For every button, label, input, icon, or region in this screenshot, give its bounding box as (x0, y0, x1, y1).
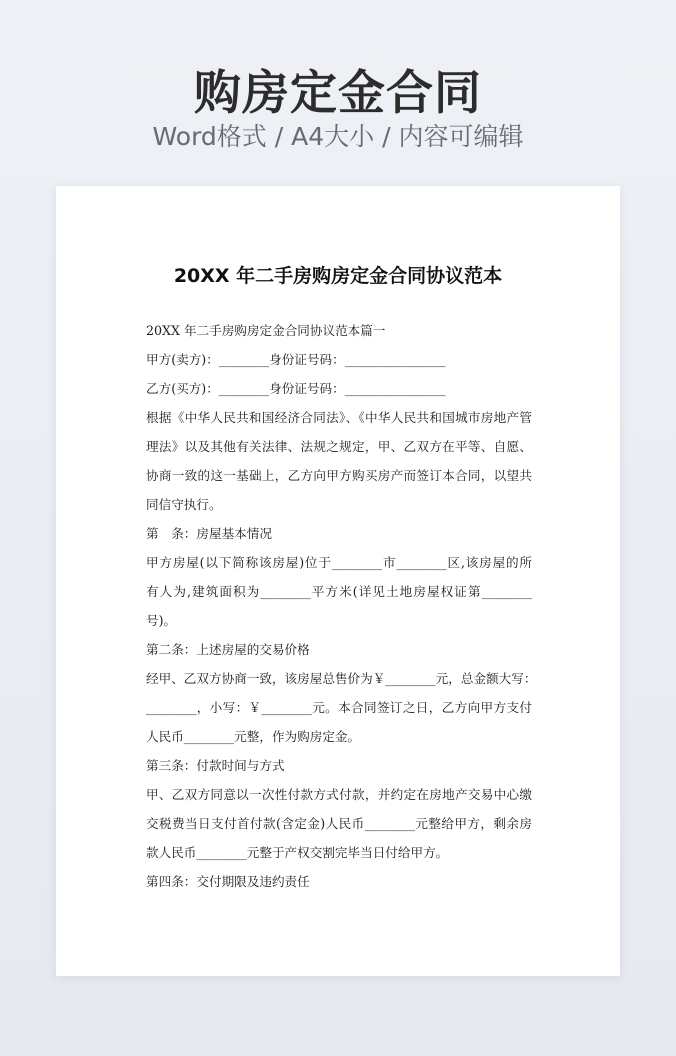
document-page (56, 186, 620, 976)
document-line: 号)。 (146, 613, 177, 628)
document-line: 第二条：上述房屋的交易价格 (146, 642, 310, 657)
document-body (146, 316, 537, 896)
header-banner (0, 0, 676, 186)
banner-title: 购房定金合同 (194, 66, 482, 121)
document-line: 有人为,建筑面积为________平方米(详见土地房屋权证第________ (146, 584, 532, 599)
document-line: 乙方(买方)：________身份证号码：________________ (146, 381, 446, 396)
document-line: 甲方房屋(以下简称该房屋)位于________市________区,该房屋的所 (146, 555, 532, 570)
document-line: 甲方(卖方)：________身份证号码：________________ (146, 352, 446, 367)
banner-subtitle: Word格式 / A4大小 / 内容可编辑 (152, 122, 524, 151)
document-line: 第四条：交付期限及违约责任 (146, 874, 310, 889)
document-line: 根据《中华人民共和国经济合同法》、《中华人民共和国城市房地产管 (146, 410, 532, 425)
document-line: 甲、乙双方同意以一次性付款方式付款，并约定在房地产交易中心缴 (146, 787, 532, 802)
document-line: 经甲、乙双方协商一致，该房屋总售价为￥________元，总金额大写： (146, 671, 537, 686)
document-line: 理法》以及其他有关法律、法规之规定，甲、乙双方在平等、自愿、 (146, 439, 532, 454)
document-line: 款人民币________元整于产权交割完毕当日付给甲方。 (146, 845, 449, 860)
document-line: ________，小写：￥________元。本合同签订之日，乙方向甲方支付 (146, 700, 532, 715)
document-line: 第三条：付款时间与方式 (146, 758, 285, 773)
document-line: 人民币________元整，作为购房定金。 (146, 729, 361, 744)
document-line: 同信守执行。 (146, 497, 222, 512)
document-line: 第 条：房屋基本情况 (146, 526, 272, 541)
document-title: 20XX 年二手房购房定金合同协议范本 (173, 265, 503, 287)
document-line: 20XX 年二手房购房定金合同协议范本篇一 (146, 323, 386, 338)
document-line: 协商一致的这一基础上，乙方向甲方购买房产而签订本合同，以望共 (146, 468, 532, 483)
document-line: 交税费当日支付首付款(含定金)人民币________元整给甲方，剩余房 (146, 816, 532, 831)
